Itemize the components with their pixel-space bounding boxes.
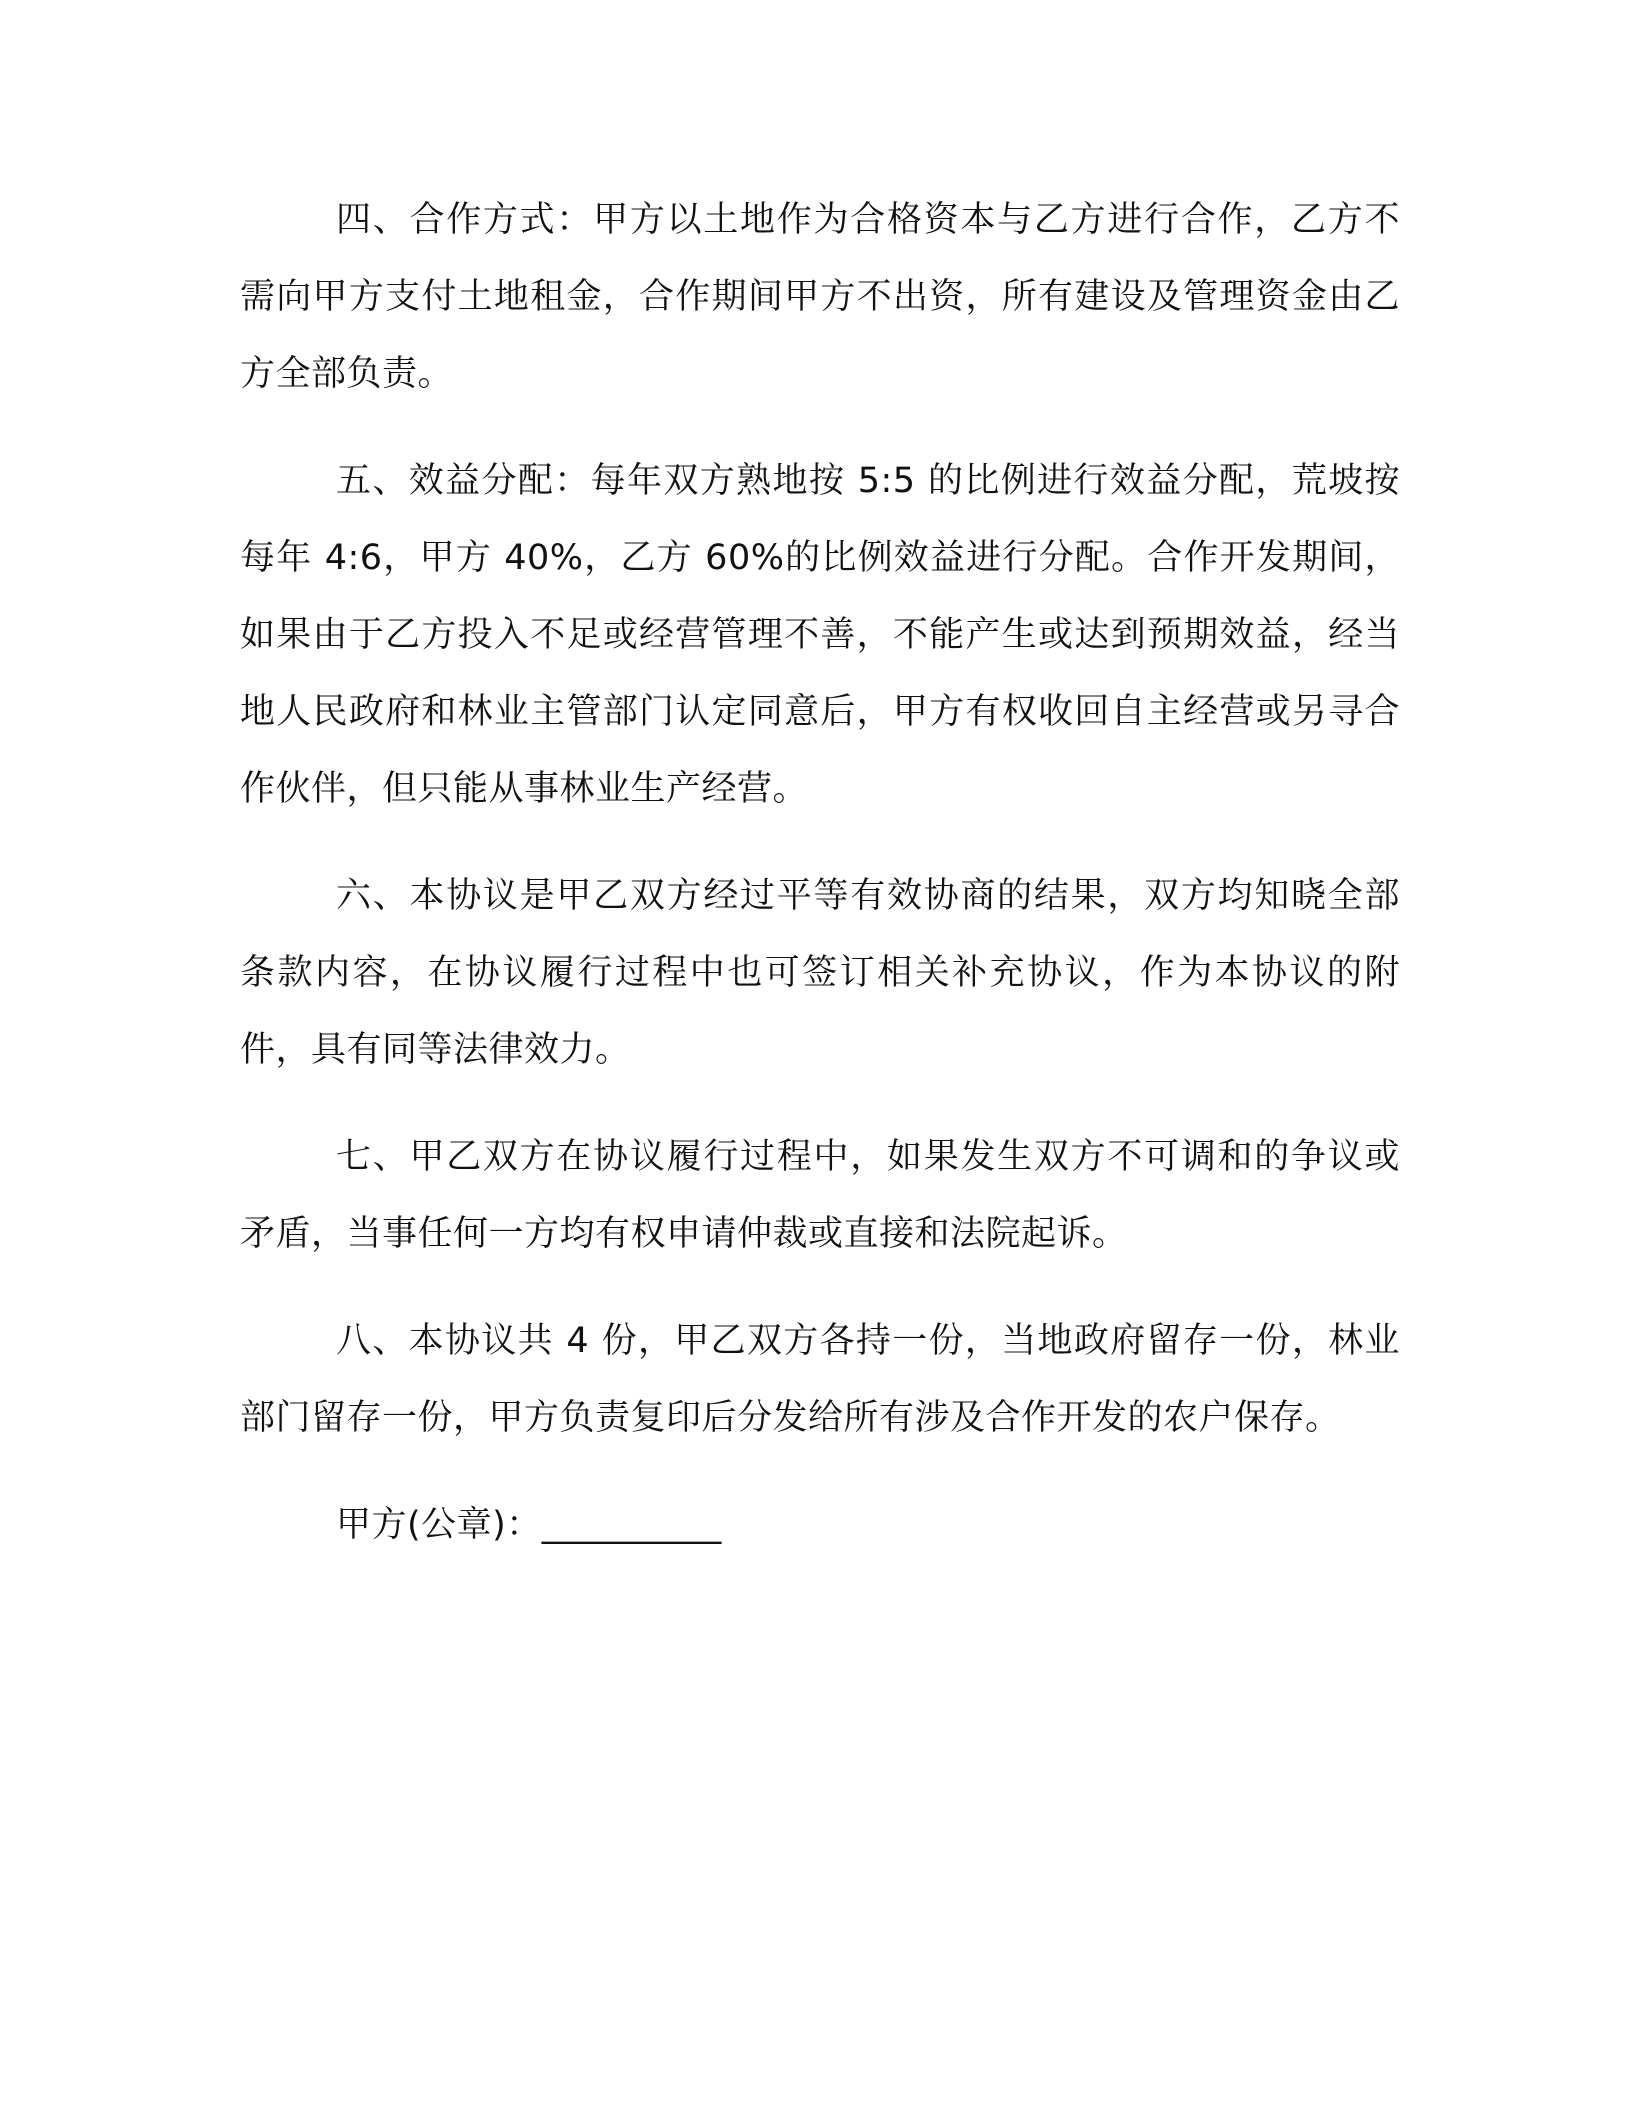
clause-5-paragraph: 五、效益分配：每年双方熟地按 5:5 的比例进行效益分配，荒坡按每年 4:6，甲方 40%，乙方 60%的比例效益进行分配。合作开发期间，如果由于乙方投入不足或经营管理不善，不能产生或达到预期效益，经当地人民政府和林业主管部门认定同意后，甲方有权收回自主经营或另寻合作伙伴，但只能从事林业生产经营。 <box>240 461 1400 809</box>
clause-4-paragraph: 四、合作方式：甲方以土地作为合格资本与乙方进行合作，乙方不需向甲方支付土地租金，合作期间甲方不出资，所有建设及管理资金由乙方全部负责。 <box>240 200 1400 394</box>
document-body <box>240 182 1400 1564</box>
clause-6-paragraph: 六、本协议是甲乙双方经过平等有效协商的结果，双方均知晓全部条款内容，在协议履行过程中也可签订相关补充协议，作为本协议的附件，具有同等法律效力。 <box>240 876 1400 1070</box>
party-a-signature-line: 甲方(公章)：__________ <box>336 1505 722 1545</box>
clause-8-paragraph: 八、本协议共 4 份，甲乙双方各持一份，当地政府留存一份，林业部门留存一份，甲方负责复印后分发给所有涉及合作开发的农户保存。 <box>240 1321 1400 1438</box>
clause-7-paragraph: 七、甲乙双方在协议履行过程中，如果发生双方不可调和的争议或矛盾，当事任何一方均有权申请仲裁或直接和法院起诉。 <box>240 1137 1400 1254</box>
